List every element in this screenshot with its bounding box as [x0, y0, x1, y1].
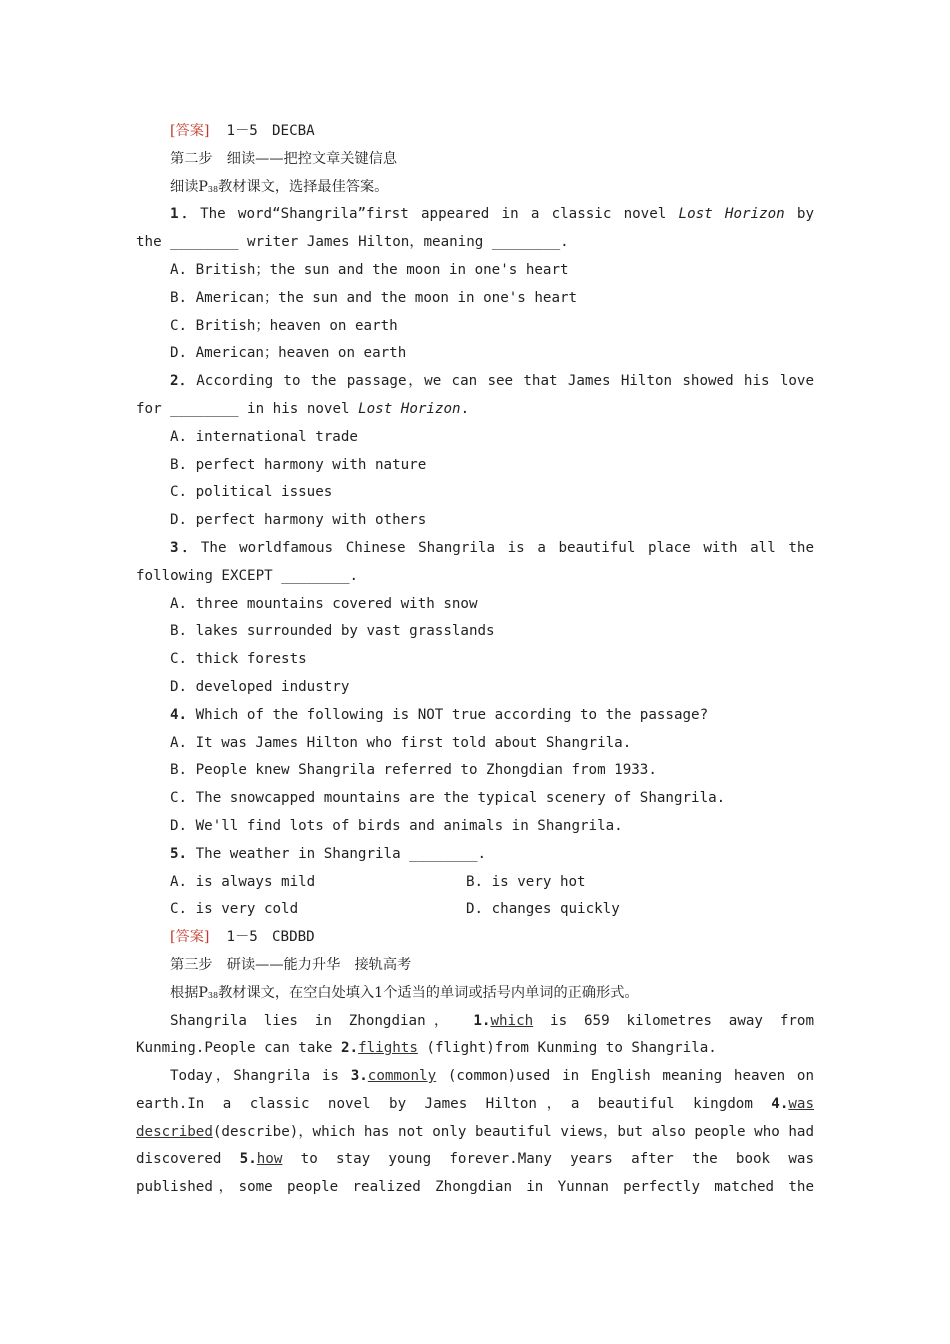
- blank-answer: which: [490, 1012, 534, 1029]
- answer-tag: [答案]: [170, 123, 210, 139]
- answer-line-1: [136, 118, 814, 146]
- q2-option-b: B. perfect harmony with nature: [170, 456, 427, 473]
- q3-option-a: A. three mountains covered with snow: [170, 595, 478, 612]
- blank-answer: how: [256, 1151, 283, 1168]
- q1-stem-line2: the ________ writer James Hilton，meaning ________.: [136, 234, 569, 251]
- q2-stem-line2: for ________ in his novel Lost Horizon.: [136, 400, 470, 417]
- answer-text: 1－5 CBDBD: [226, 929, 315, 946]
- q3-stem-line2: following EXCEPT ________.: [136, 567, 359, 584]
- q5-stem: 5. The weather in Shangrila ________.: [170, 845, 487, 862]
- passage-line-7: published，some people realized Zhongdian in Yunnan perfectly matched the: [136, 1179, 814, 1196]
- q4-option-b: B. People knew Shangrila referred to Zhongdian from 1933.: [170, 762, 657, 779]
- passage-line-6: discovered 5.how to stay young forever.Many years after the book was: [136, 1151, 814, 1168]
- q5-option-d: D. changes quickly: [466, 901, 620, 918]
- blank-answer: commonly: [367, 1068, 437, 1085]
- q3-stem-line1: 3．The worldfamous Chinese Shangrila is a beautiful place with all the: [170, 539, 814, 556]
- passage-line-5: described(describe)，which has not only beautiful views，but also people who had: [136, 1123, 814, 1140]
- q4-option-c: C. The snowcapped mountains are the typical scenery of Shangrila.: [170, 790, 726, 807]
- q5-options-row2: [136, 896, 814, 924]
- answer-text: 1－5 DECBA: [226, 123, 315, 139]
- q2-option-d: D. perfect harmony with others: [170, 512, 427, 529]
- q2-option-c: C. political issues: [170, 484, 333, 501]
- q3-option-b: B. lakes surrounded by vast grasslands: [170, 623, 495, 640]
- blank-answer: described: [136, 1123, 213, 1140]
- answer-line-2: [136, 924, 814, 952]
- blank-answer: was: [788, 1095, 814, 1112]
- step3-heading: 第三步 研读——能力升华 接轨高考: [170, 956, 412, 973]
- q2-option-a: A. international trade: [170, 428, 358, 445]
- q1-option-c: C. British；heaven on earth: [170, 317, 398, 334]
- q4-option-d: D. We'll find lots of birds and animals in Shangrila.: [170, 817, 623, 834]
- q3-option-d: D. developed industry: [170, 678, 350, 695]
- answer-tag: [答案]: [170, 929, 210, 946]
- q1-stem-line1: 1．The word“Shangrila”first appeared in a classic novel Lost Horizon by: [170, 206, 815, 223]
- step2-heading: 第二步 细读——把控文章关键信息: [170, 150, 398, 167]
- blank-answer: flights: [358, 1040, 418, 1057]
- q4-stem: 4. Which of the following is NOT true according to the passage?: [170, 706, 709, 723]
- q3-option-c: C. thick forests: [170, 651, 307, 668]
- q1-option-a: A. British；the sun and the moon in one's heart: [170, 261, 569, 278]
- q5-options-row1: [136, 869, 814, 897]
- q2-stem-line1: 2．According to the passage，we can see that James Hilton showed his love: [170, 373, 814, 390]
- q1-option-b: B. American；the sun and the moon in one's heart: [170, 289, 578, 306]
- document-page: [136, 118, 814, 1202]
- passage-line-2: Kunming.People can take 2.flights (flight)from Kunming to Shangrila.: [136, 1040, 717, 1057]
- passage-line-1: Shangrila lies in Zhongdian， 1.which is 659 kilometres away from: [170, 1012, 814, 1029]
- q5-option-b: B. is very hot: [466, 873, 586, 890]
- step2-instruction: 细读$P_{38}$教材课文，选择最佳答案。: [170, 178, 389, 195]
- q5-option-a: A. is always mild: [170, 873, 316, 890]
- q1-option-d: D. American；heaven on earth: [170, 345, 407, 362]
- passage-line-3: Today，Shangrila is 3.commonly (common)used in English meaning heaven on: [170, 1068, 814, 1085]
- q4-option-a: A. It was James Hilton who first told about Shangrila.: [170, 734, 632, 751]
- passage-line-4: earth.In a classic novel by James Hilton，a beautiful kingdom 4.was: [136, 1095, 814, 1112]
- q5-option-c: C. is very cold: [170, 901, 299, 918]
- step3-instruction: 根据$P_{38}$教材课文，在空白处填入1个适当的单词或括号内单词的正确形式。: [170, 984, 639, 1001]
